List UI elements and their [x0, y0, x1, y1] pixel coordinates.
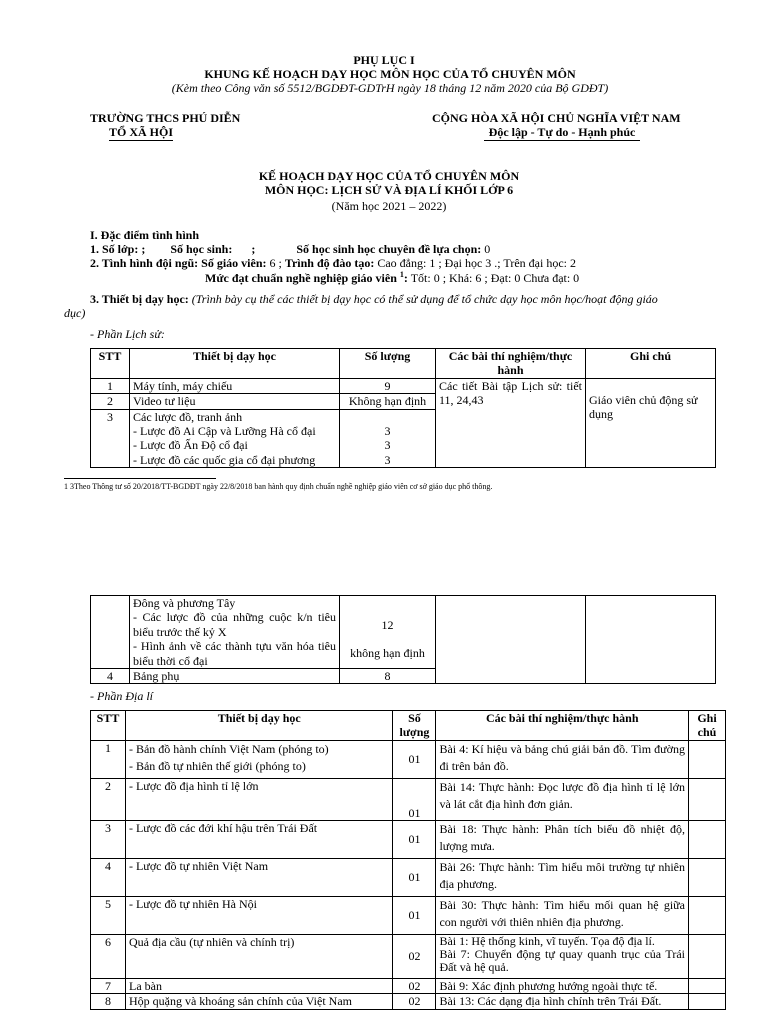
table-header-row: [91, 711, 726, 741]
sep: ;: [141, 242, 146, 256]
table-row: [91, 821, 726, 859]
label-students: Số học sinh:: [170, 242, 233, 256]
cell-stt: 3: [91, 409, 130, 468]
cell-note: [689, 979, 726, 994]
plan-subject: MÔN HỌC: LỊCH SỬ VÀ ĐỊA LÍ KHỐI LỚP 6: [264, 183, 514, 197]
cell-device: Máy tính, máy chiếu: [130, 378, 340, 393]
school-name: TRƯỜNG THCS PHÚ DIỄN: [90, 111, 241, 125]
col-stt: STT: [91, 711, 126, 741]
cell-practice: Bài 30: Thực hành: Tìm hiểu mối quan hệ giữa con người với thiên nhiên địa phương.: [436, 897, 689, 935]
training-levels: Cao đẳng: 1 ; Đại học 3 .; Trên đại học: 2: [377, 256, 576, 270]
cell-qty: 02: [393, 935, 436, 979]
label-equipment: 3. Thiết bị dạy học:: [90, 292, 189, 306]
section1-line1: [90, 242, 490, 256]
cell-stt: 7: [91, 979, 126, 994]
elective-count: 0: [484, 242, 491, 256]
cell-device: - Lược đồ tự nhiên Hà Nội: [125, 897, 392, 935]
cell-device: - Hình ảnh về các thành tựu văn hóa tiêu biểu thời cổ đại: [130, 639, 340, 668]
cell-practice: Bài 13: Các dạng địa hình chính trên Trái Đất.: [436, 994, 689, 1009]
cell-note: [689, 897, 726, 935]
cell-practice: Bài 1: Hệ thống kinh, vĩ tuyến. Tọa độ địa lí. Bài 7: Chuyển động tự quay quanh trục của Trái Đất và hệ quả.: [436, 935, 689, 979]
standard-values: Tốt: 0 ; Khá: 6 ; Đạt: 0 Chưa đạt: 0: [410, 271, 580, 285]
cell-stt: 4: [91, 859, 126, 897]
history-table-cont: [90, 595, 716, 684]
plan-year: (Năm học 2021 – 2022): [331, 199, 447, 213]
geo-table: [90, 710, 726, 1010]
sep: :: [403, 271, 408, 285]
cell-practice: Bài 9: Xác định phương hướng ngoài thực tế.: [436, 979, 689, 994]
cell-device: - Lược đồ các quốc gia cổ đại phương: [130, 453, 340, 468]
table-row: [91, 859, 726, 897]
label-training: Trình độ đào tạo:: [284, 256, 375, 270]
cell-note: [689, 935, 726, 979]
motto: Độc lập - Tự do - Hạnh phúc: [484, 125, 640, 141]
cell-stt: 4: [91, 669, 130, 684]
cell-qty: 01: [393, 741, 436, 779]
table-row: [91, 994, 726, 1009]
cell-device: Quả địa cầu (tự nhiên và chính trị): [125, 935, 392, 979]
cell-device: - Bản đồ hành chính Việt Nam (phóng to) - Bản đồ tự nhiên thế giới (phóng to): [125, 741, 392, 779]
cell-stt: 2: [91, 779, 126, 821]
cell-qty: Không hạn định: [340, 394, 436, 409]
appendix-title: PHỤ LỤC I: [353, 53, 415, 67]
cell-qty: 01: [393, 897, 436, 935]
cell-device: La bàn: [125, 979, 392, 994]
col-device: Thiết bị dạy học: [130, 349, 340, 379]
cell-qty: [340, 409, 436, 424]
plan-title: KẾ HOẠCH DẠY HỌC CỦA TỔ CHUYÊN MÔN: [258, 169, 520, 183]
cell-note: Giáo viên chủ động sử dụng: [586, 378, 716, 467]
cell-qty: 3: [340, 424, 436, 438]
section1-line4: [90, 292, 658, 306]
col-note: Ghi chú: [586, 349, 716, 379]
frame-title: KHUNG KẾ HOẠCH DẠY HỌC MÔN HỌC CỦA TỔ CHUYÊN MÔN: [204, 67, 576, 81]
cell-qty: 02: [393, 979, 436, 994]
republic-title: CỘNG HÒA XÃ HỘI CHỦ NGHĨA VIỆT NAM: [432, 111, 681, 125]
label-standard: Mức đạt chuẩn nghề nghiệp giáo viên: [205, 271, 397, 285]
cell-stt: 8: [91, 994, 126, 1009]
cell-device: - Lược đồ các đới khí hậu trên Trái Đất: [125, 821, 392, 859]
cell-practice: Bài 18: Thực hành: Phân tích biểu đồ nhiệt độ, lượng mưa.: [436, 821, 689, 859]
footnote-rule: [64, 478, 216, 479]
cell-qty: [340, 596, 436, 611]
geo-label: - Phần Địa lí: [90, 689, 153, 703]
cell-note: [689, 821, 726, 859]
cell-device: Đông và phương Tây: [130, 596, 340, 611]
teacher-count: 6 ;: [269, 256, 282, 270]
cell-practice: [436, 596, 586, 684]
cell-stt: [91, 596, 130, 669]
cell-note: [689, 859, 726, 897]
label-teachers: 2. Tình hình đội ngũ: Số giáo viên:: [90, 256, 267, 270]
col-qty: Số lượng: [340, 349, 436, 379]
group-name: TỔ XÃ HỘI: [109, 125, 173, 141]
cell-stt: 1: [91, 741, 126, 779]
cell-note: [689, 741, 726, 779]
col-note: Ghi chú: [689, 711, 726, 741]
table-row: [91, 741, 726, 779]
equipment-desc-cont: dục): [64, 306, 86, 320]
cell-qty: 01: [393, 779, 436, 821]
cell-practice: Bài 26: Thực hành: Tìm hiểu môi trường tự nhiên địa phương.: [436, 859, 689, 897]
cell-qty: 12: [340, 610, 436, 639]
section1-heading: I. Đặc điểm tình hình: [90, 228, 200, 242]
table-row: [91, 979, 726, 994]
cell-qty: không hạn định: [340, 639, 436, 668]
cell-stt: 6: [91, 935, 126, 979]
col-stt: STT: [91, 349, 130, 379]
sep: ;: [251, 242, 256, 256]
table-row: [91, 779, 726, 821]
cell-stt: 2: [91, 394, 130, 409]
cell-qty: 8: [340, 669, 436, 684]
cell-device: - Lược đồ Ai Cập và Lưỡng Hà cổ đại: [130, 424, 340, 438]
cell-device: Các lược đồ, tranh ảnh: [130, 409, 340, 424]
cell-qty: 02: [393, 994, 436, 1009]
history-label: - Phần Lịch sử:: [90, 327, 165, 341]
cell-note: [586, 596, 716, 684]
cell-device: Bảng phụ: [130, 669, 340, 684]
col-practice: Các bài thí nghiệm/thực hành: [436, 711, 689, 741]
section1-line2: [90, 256, 576, 270]
cell-device: - Lược đồ địa hình tỉ lệ lớn: [125, 779, 392, 821]
cell-stt: 5: [91, 897, 126, 935]
table-row: [91, 935, 726, 979]
col-qty: Số lượng: [393, 711, 436, 741]
cell-qty: 01: [393, 859, 436, 897]
cell-qty: 9: [340, 378, 436, 393]
cell-practice: Các tiết Bài tập Lịch sử: tiết 11, 24,43: [436, 378, 586, 467]
equipment-desc: (Trình bày cụ thể các thiết bị dạy học có thể sử dụng để tổ chức dạy học môn học/hoạt động giáo: [191, 292, 658, 306]
cell-practice: Bài 14: Thực hành: Đọc lược đồ địa hình tỉ lệ lớn và lát cắt địa hình đơn giản.: [436, 779, 689, 821]
section1-line3: [205, 270, 579, 285]
cell-device: Hộp quặng và khoáng sản chính của Việt Nam: [125, 994, 392, 1009]
attached-note: (Kèm theo Công văn số 5512/BGDĐT-GDTrH ngày 18 tháng 12 năm 2020 của Bộ GDĐT): [171, 81, 609, 95]
cell-qty: 01: [393, 821, 436, 859]
cell-qty: 3: [340, 453, 436, 468]
label-elective: Số học sinh học chuyên đề lựa chọn:: [296, 242, 482, 256]
col-device: Thiết bị dạy học: [125, 711, 392, 741]
footnote: 1 3Theo Thông tư số 20/2018/TT-BGDĐT ngày 22/8/2018 ban hành quy định chuẩn nghề nghiệp giáo viên cơ sở giáo dục phổ thông.: [64, 482, 493, 491]
history-table: [90, 348, 716, 468]
table-header-row: [91, 349, 716, 379]
label-classes: 1. Số lớp:: [90, 242, 139, 256]
cell-device: Video tư liệu: [130, 394, 340, 409]
cell-stt: 1: [91, 378, 130, 393]
cell-note: [689, 779, 726, 821]
table-row: [91, 378, 716, 393]
cell-device: - Lược đồ Ấn Độ cổ đại: [130, 438, 340, 452]
cell-stt: 3: [91, 821, 126, 859]
cell-practice: Bài 4: Kí hiệu và bảng chú giải bản đồ. Tìm đường đi trên bản đồ.: [436, 741, 689, 779]
table-row: [91, 897, 726, 935]
col-practice: Các bài thí nghiệm/thực hành: [436, 349, 586, 379]
cell-device: - Các lược đồ của những cuộc k/n tiêu biểu trước thế kỷ X: [130, 610, 340, 639]
cell-note: [689, 994, 726, 1009]
table-row: [91, 596, 716, 611]
cell-qty: 3: [340, 438, 436, 452]
footnote-ref: 1: [399, 270, 404, 279]
cell-device: - Lược đồ tự nhiên Việt Nam: [125, 859, 392, 897]
